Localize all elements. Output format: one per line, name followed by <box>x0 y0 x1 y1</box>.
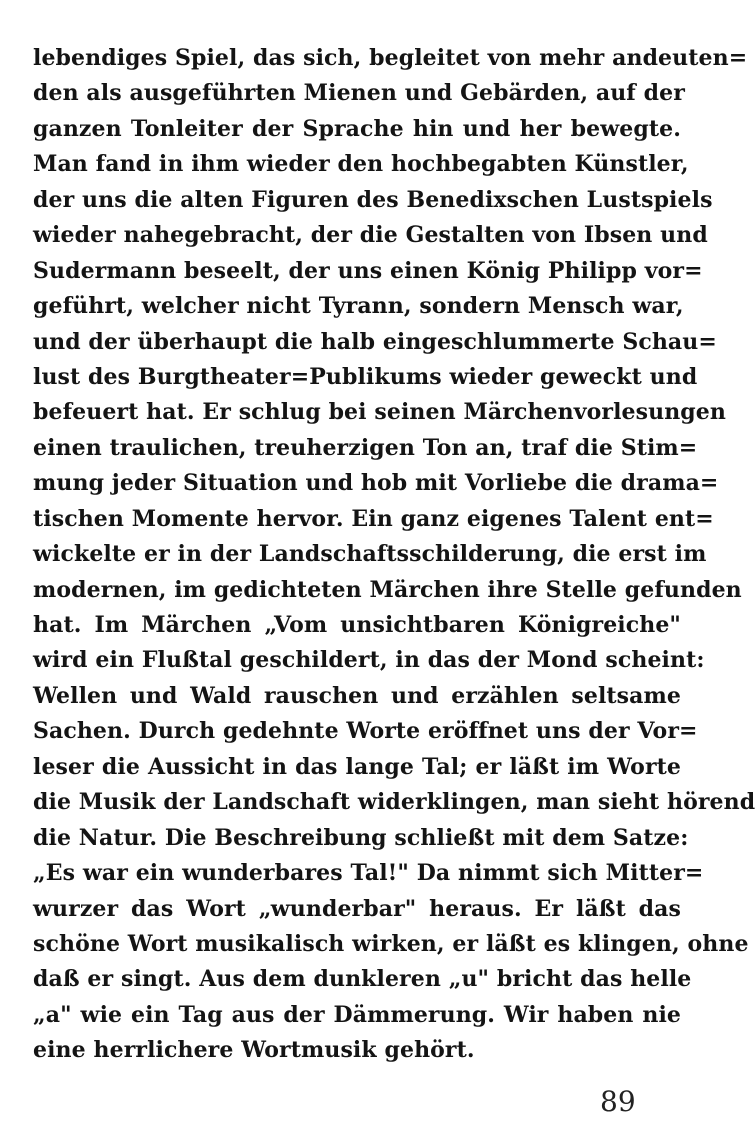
text-line: wieder nahegebracht, der die Gestalten von Ibsen und <box>33 222 708 249</box>
text-line: Man fand in ihm wieder den hochbegabten Künstler, <box>33 151 689 178</box>
body-text <box>33 41 755 1069</box>
text-line: hat. Im Märchen „Vom unsichtbaren Königreiche" <box>33 612 681 638</box>
page-number: 89 <box>600 1085 636 1118</box>
text-line: geführt, welcher nicht Tyrann, sondern Mensch war, <box>33 293 684 320</box>
text-line: tischen Momente hervor. Ein ganz eigenes Talent ent= <box>33 505 714 532</box>
text-line: schöne Wort musikalisch wirken, er läßt es klingen, ohne <box>33 930 749 957</box>
text-line: Sachen. Durch gedehnte Worte eröffnet uns der Vor= <box>33 718 698 745</box>
text-line: eine herrlichere Wortmusik gehört. <box>33 1037 475 1064</box>
text-line: einen traulichen, treuherzigen Ton an, traf die Stim= <box>33 434 698 461</box>
text-line: die Musik der Landschaft widerklingen, man sieht hörend <box>33 789 755 816</box>
text-line: daß er singt. Aus dem dunkleren „u" bricht das helle <box>33 966 692 993</box>
text-line: den als ausgeführten Mienen und Gebärden, auf der <box>33 80 685 107</box>
text-line: und der überhaupt die halb eingeschlummerte Schau= <box>33 328 717 355</box>
text-line: Sudermann beseelt, der uns einen König Philipp vor= <box>33 257 703 284</box>
text-line: wird ein Flußtal geschildert, in das der Mond scheint: <box>33 647 705 674</box>
text-line: der uns die alten Figuren des Benedixschen Lustspiels <box>33 186 713 213</box>
text-line: befeuert hat. Er schlug bei seinen Märchenvorlesungen <box>33 399 726 426</box>
text-line: lust des Burgtheater=Publikums wieder geweckt und <box>33 363 698 390</box>
text-line: wurzer das Wort „wunderbar" heraus. Er läßt das <box>33 895 681 922</box>
text-line: mung jeder Situation und hob mit Vorliebe die drama= <box>33 470 719 497</box>
text-line: Wellen und Wald rauschen und erzählen seltsame <box>33 682 681 709</box>
text-line: die Natur. Die Beschreibung schließt mit dem Satze: <box>33 824 689 851</box>
text-line: wickelte er in der Landschaftsschilderung, die erst im <box>33 541 707 568</box>
text-line: „Es war ein wunderbares Tal!" Da nimmt sich Mitter= <box>33 860 704 887</box>
text-line: leser die Aussicht in das lange Tal; er läßt im Worte <box>33 753 681 780</box>
text-line: „a" wie ein Tag aus der Dämmerung. Wir haben nie <box>33 1001 681 1028</box>
text-line: ganzen Tonleiter der Sprache hin und her bewegte. <box>33 115 681 142</box>
text-line: modernen, im gedichteten Märchen ihre Stelle gefunden <box>33 576 742 603</box>
text-line: lebendiges Spiel, das sich, begleitet von mehr andeuten= <box>33 45 748 71</box>
